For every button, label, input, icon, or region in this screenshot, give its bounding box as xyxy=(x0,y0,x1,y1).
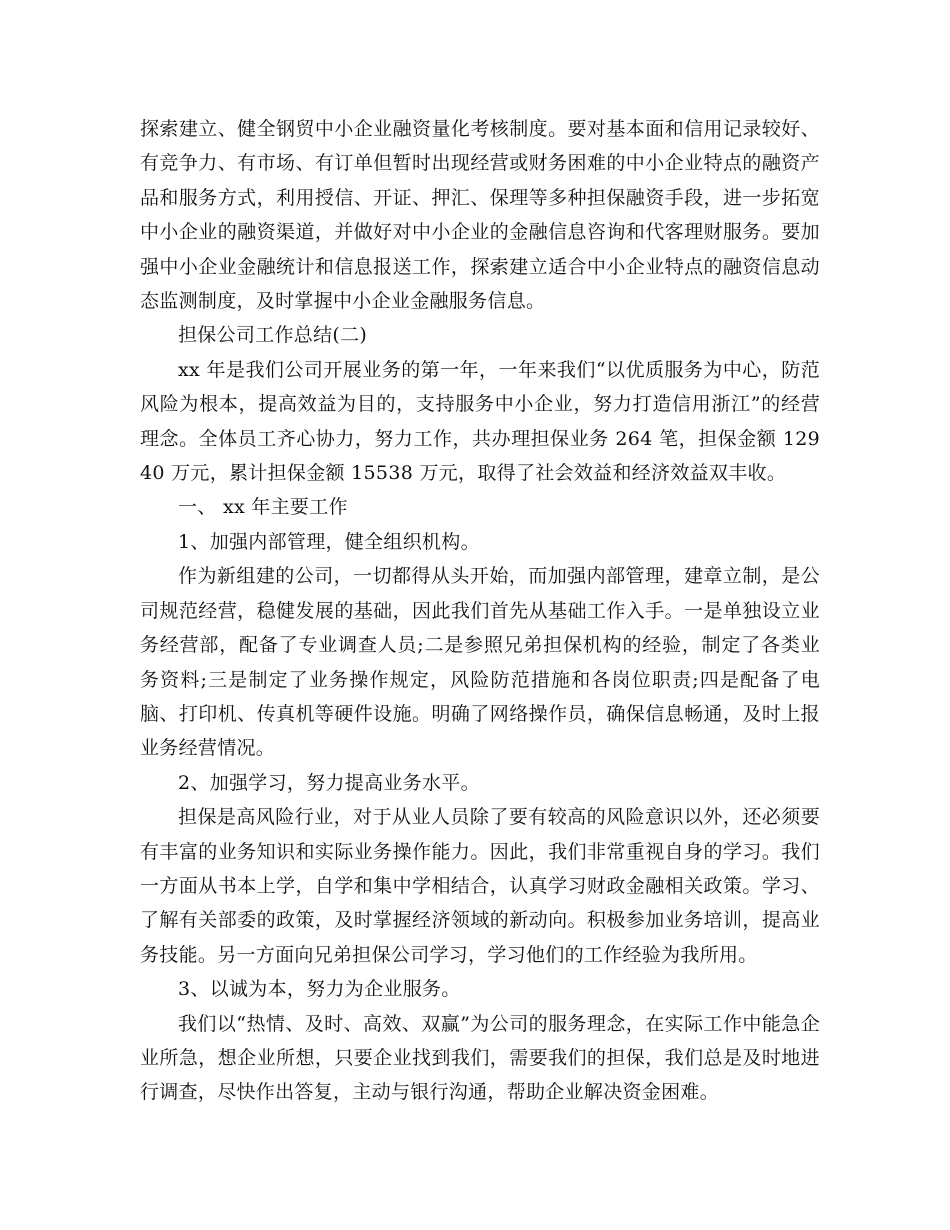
heading-main-work: 一、 xx 年主要工作 xyxy=(178,496,348,519)
paragraph-item-2: 担保是高风险行业，对于从业人员除了要有较高的风险意识以外，还必须要有丰富的业务知识和实际业务操作能力。因此，我们非常重视自身的学习。我们一方面从书本上学，自学和集中学相结合，认真学习财政金融相关政策。学习、了解有关部委的政策，及时掌握经济领域的新动向。积极参加业务培训，提高业务技能。另一方面向兄弟担保公司学习，学习他们的工作经验为我所用。 xyxy=(140,806,820,966)
heading-item-1: 1、加强内部管理，健全组织机构。 xyxy=(178,530,480,553)
section-title: 担保公司工作总结(二) xyxy=(178,324,368,347)
paragraph-item-1: 作为新组建的公司，一切都得从头开始，而加强内部管理，建章立制，是公司规范经营，稳健发展的基础，因此我们首先从基础工作入手。一是单独设立业务经营部，配备了专业调查人员;二是参照兄弟担保机构的经验，制定了各类业务资料;三是制定了业务操作规定，风险防范措施和各岗位职责;四是配备了电脑、打印机、传真机等硬件设施。明确了网络操作员，确保信息畅通，及时上报业务经营情况。 xyxy=(140,565,820,760)
heading-item-3: 3、以诚为本，努力为企业服务。 xyxy=(178,978,461,1001)
heading-item-2: 2、加强学习，努力提高业务水平。 xyxy=(178,771,480,794)
paragraph-intro: xx 年是我们公司开展业务的第一年，一年来我们“以优质服务为中心，防范风险为根本，提高效益为目的，支持服务中小企业，努力打造信用浙江”的经营理念。全体员工齐心协力，努力工作，共办理担保业务 264 笔，担保金额 12940 万元，累计担保金额 15538 万元，取得了社会效益和经济效益双丰收。 xyxy=(140,358,820,485)
paragraph-continued: 探索建立、健全钢贸中小企业融资量化考核制度。要对基本面和信用记录较好、有竞争力、有市场、有订单但暂时出现经营或财务困难的中小企业特点的融资产品和服务方式，利用授信、开证、押汇、保理等多种担保融资手段，进一步拓宽中小企业的融资渠道，并做好对中小企业的金融信息咨询和代客理财服务。要加强中小企业金融统计和信息报送工作，探索建立适合中小企业特点的融资信息动态监测制度，及时掌握中小企业金融服务信息。 xyxy=(140,118,820,313)
paragraph-item-3: 我们以“热情、及时、高效、双赢”为公司的服务理念，在实际工作中能急企业所急，想企业所想，只要企业找到我们，需要我们的担保，我们总是及时地进行调查，尽快作出答复，主动与银行沟通，帮助企业解决资金困难。 xyxy=(140,1012,820,1104)
document-body xyxy=(140,112,820,1110)
